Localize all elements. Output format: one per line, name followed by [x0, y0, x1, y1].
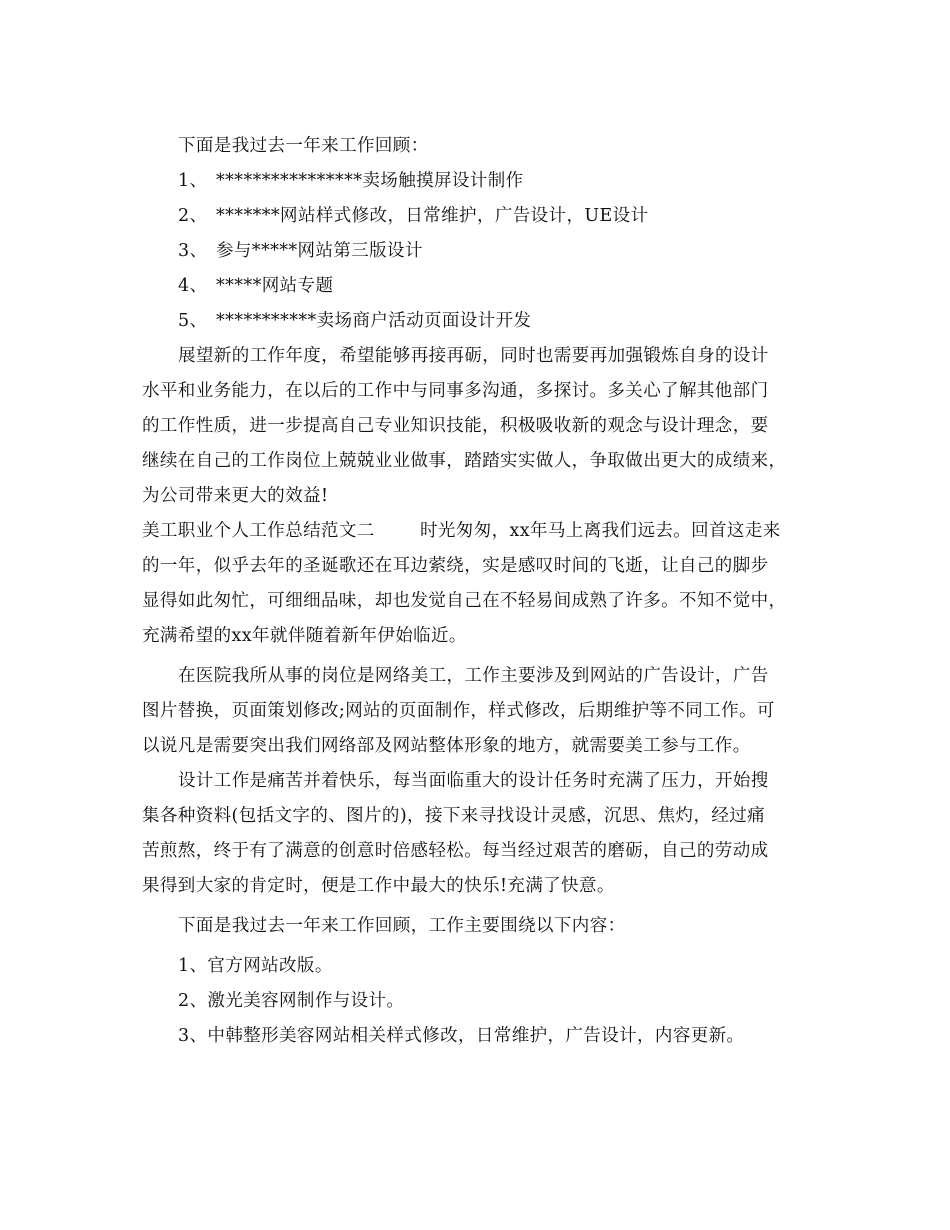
- design-line: 设计工作是痛苦并着快乐，每当面临重大的设计任务时充满了压力，开始搜: [178, 771, 769, 791]
- review1-item-text: ****************卖场触摸屏设计制作: [216, 171, 524, 191]
- outlook-line: 的工作性质，进一步提高自己专业知识技能，积极吸收新的观念与设计理念，要: [142, 416, 769, 436]
- outlook-line: 水平和业务能力，在以后的工作中与同事多沟通，多探讨。多关心了解其他部门: [142, 381, 769, 401]
- section2-title: 美工职业个人工作总结范文二: [142, 521, 375, 541]
- review1-item-number: 5、: [178, 311, 208, 331]
- review1-item: [178, 170, 524, 192]
- design-line: 苦煎熬，终于有了满意的创意时倍感轻松。每当经过艰苦的磨砺，自己的劳动成: [142, 841, 769, 861]
- review1-item-text: *****网站专题: [216, 276, 334, 296]
- review2-heading: 下面是我过去一年来工作回顾，工作主要围绕以下内容：: [178, 916, 626, 936]
- review1-item-number: 4、: [178, 276, 208, 296]
- review2-item: 3、中韩整形美容网站相关样式修改，日常维护，广告设计，内容更新。: [178, 1026, 745, 1046]
- review1-item: [178, 240, 423, 262]
- review1-item-number: 2、: [178, 206, 208, 226]
- outlook-line: 继续在自己的工作岗位上兢兢业业做事，踏踏实实做人，争取做出更大的成绩来，: [142, 451, 787, 471]
- review1-item-number: 3、: [178, 241, 208, 261]
- review2-item: 1、官方网站改版。: [178, 956, 333, 976]
- section2-line: 时光匆匆，xx年马上离我们远去。回首这走来: [420, 521, 781, 541]
- section2-line: 的一年，似乎去年的圣诞歌还在耳边萦绕，实是感叹时间的飞逝，让自己的脚步: [142, 556, 769, 576]
- hospital-line: 图片替换，页面策划修改;网站的页面制作，样式修改，后期维护等不同工作。可: [142, 701, 775, 721]
- review2-item: 2、激光美容网制作与设计。: [178, 991, 405, 1011]
- hospital-line: 在医院我所从事的岗位是网络美工，工作主要涉及到网站的广告设计，广告: [178, 666, 769, 686]
- section2-line: 显得如此匆忙，可细细品味，却也发觉自己在不轻易间成熟了许多。不知不觉中，: [142, 591, 787, 611]
- review1-item-text: ***********卖场商户活动页面设计开发: [216, 311, 532, 331]
- review1-item: [178, 205, 648, 227]
- review1-item: [178, 275, 333, 297]
- outlook-line: 为公司带来更大的效益!: [142, 486, 329, 506]
- review1-item-text: *******网站样式修改，日常维护，广告设计，UE设计: [216, 206, 649, 226]
- review1-item: [178, 310, 531, 332]
- review1-heading: 下面是我过去一年来工作回顾：: [178, 136, 429, 156]
- design-line: 集各种资料(包括文字的、图片的)，接下来寻找设计灵感，沉思、焦灼，经过痛: [142, 806, 766, 826]
- section2-line: 充满希望的xx年就伴随着新年伊始临近。: [142, 626, 467, 646]
- review1-item-text: 参与*****网站第三版设计: [216, 241, 423, 261]
- design-line: 果得到大家的肯定时，便是工作中最大的快乐!充满了快意。: [142, 876, 615, 896]
- outlook-line: 展望新的工作年度，希望能够再接再砺，同时也需要再加强锻炼自身的设计: [178, 346, 769, 366]
- review1-item-number: 1、: [178, 171, 208, 191]
- hospital-line: 以说凡是需要突出我们网络部及网站整体形象的地方，就需要美工参与工作。: [142, 736, 751, 756]
